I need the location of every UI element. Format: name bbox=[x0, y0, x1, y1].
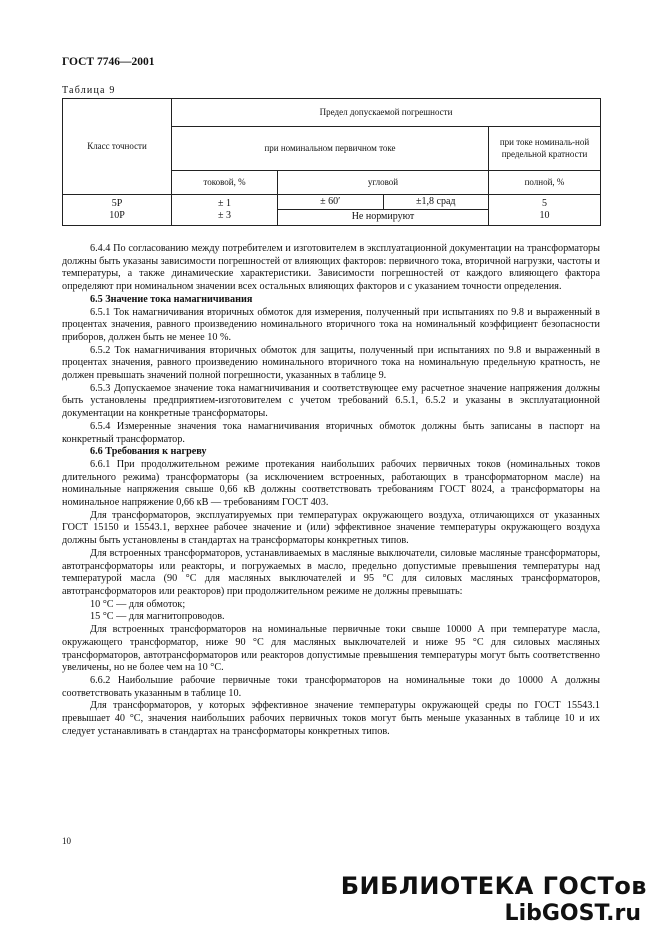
paragraph-6-5-1: 6.5.1 Ток намагничивания вторичных обмоток для измерения, полученный при испытаниях по 9.8 и выраженный в процентах значения, равного произведению номинального вторичного тока на номинальный коэффициент безопасности приборов, должен быть не менее 10 %. bbox=[62, 306, 600, 343]
angular-not-normalized: Не нормируют bbox=[351, 211, 415, 223]
body-text bbox=[62, 243, 600, 738]
watermark-title: БИБЛИОТЕКА ГОСТов bbox=[340, 872, 647, 900]
paragraph-6-5-4: 6.5.4 Измеренные значения тока намагничивания вторичных обмоток должны быть записаны в паспорт на конкретный трансформатор. bbox=[62, 420, 600, 445]
header-full-error: полной, % bbox=[489, 171, 601, 195]
list-item: 15 °С — для магнитопроводов. bbox=[90, 611, 225, 623]
heading-6-6: 6.6 Требования к нагреву bbox=[90, 446, 207, 458]
paragraph-high-current: Для встроенных трансформаторов на номинальные первичные токи свыше 10000 А при температуре масла, окружающего трансформатор, ниже 90 °С для масляных выключателей и ниже 95 °С для силовых масляных трансформаторов, автотрансформаторов или реакторов допустимые превышения температуры могут быть соответственно увеличены, но не более чем на 10 °С. bbox=[62, 624, 600, 674]
current-error-value: ± 1 bbox=[218, 198, 231, 209]
header-nominal-current: при номинальном первичном токе bbox=[172, 127, 489, 171]
paragraph-6-6-2: 6.6.2 Наибольшие рабочие первичные токи трансформаторов на номинальные токи до 10000 А должны соответствовать указанным в таблице 10. bbox=[62, 674, 600, 699]
paragraph-built-in-transformers: Для встроенных трансформаторов, устанавливаемых в масляные выключатели, силовые масляные трансформаторы, автотрансформаторы или реакторы, и погружаемых в масло, предельно допустимые превышения температуры над температурой масла (90 °С для масляных выключателей и 95 °С для силовых масляных трансформаторов, автотрансформаторов или реакторов) при продолжительном режиме не должны превышать: bbox=[62, 547, 600, 597]
document-header: ГОСТ 7746—2001 bbox=[62, 56, 155, 68]
header-accuracy-class: Класс точности bbox=[63, 99, 172, 195]
header-angular-error: угловой bbox=[278, 171, 489, 195]
cell-current-error bbox=[172, 195, 278, 226]
header-error-limit: Предел допускаемой погрешности bbox=[172, 99, 601, 127]
full-error-value: 5 bbox=[542, 198, 548, 209]
table-label: Таблица 9 bbox=[62, 85, 116, 96]
paragraph-effective-temperature: Для трансформаторов, у которых эффективное значение температуры окружающей среды по ГОСТ 15543.1 превышает 40 °С, значения наибольших рабочих первичных токов могут быть меньше указанных в таблице 10 и их следует устанавливать в стандартах на трансформаторы конкретных типов. bbox=[62, 700, 600, 737]
page-number: 10 bbox=[62, 836, 71, 846]
library-watermark bbox=[341, 872, 647, 928]
paragraph-6-6-1: 6.6.1 При продолжительном режиме протекания наибольших рабочих первичных токов (номинальных токов длительного режима) трансформаторы (за исключением встроенных, работающих в трансформаторном масле) на номинальные напряжения свыше 0,66 кВ должны соответствовать требованиям ГОСТ 8024, а трансформаторы на номинальное напряжение 0,66 кВ — требованиям ГОСТ 403. bbox=[62, 458, 600, 509]
paragraph-6-4-4: 6.4.4 По согласованию между потребителем и изготовителем в эксплуатационной документации на трансформаторы должны быть указаны зависимости погрешностей от влияющих факторов: первичного тока, вторичной нагрузки, частоты и температуры, а также динамические характеристики. Зависимости погрешностей от каждого влияющего фактора определяют при номинальном значении всех остальных влияющих факторов и с указанием точности определения. bbox=[62, 243, 600, 293]
angular-srad-value: ±1,8 срад bbox=[416, 195, 456, 207]
cell-class bbox=[63, 195, 172, 226]
paragraph-6-5-3: 6.5.3 Допускаемое значение тока намагничивания и соответствующее ему расчетное значение напряжения должны быть установлены предприятием-изготовителем с учетом требований 6.5.1, 6.5.2 и указаны в эксплуатационной документации на конкретные трансформаторы. bbox=[62, 382, 600, 420]
table-row: 10P bbox=[109, 210, 125, 221]
accuracy-table bbox=[62, 98, 601, 226]
current-error-value: ± 3 bbox=[218, 210, 231, 221]
table-row: 5P bbox=[111, 198, 123, 209]
cell-full-error bbox=[489, 195, 601, 226]
paragraph-6-5-2: 6.5.2 Ток намагничивания вторичных обмоток для защиты, полученный при испытаниях по 9.8 и выраженный в процентах значения, равного произведению номинального вторичного тока на номинальную предельную кратность, не должен превышать значений полной погрешности, указанных в таблице 9. bbox=[62, 344, 600, 382]
header-nominal-limit-multiplicity: при токе номиналь-ной предельной кратности bbox=[489, 127, 601, 171]
full-error-value: 10 bbox=[539, 210, 550, 221]
angular-split bbox=[278, 195, 488, 210]
header-current-error: токовой, % bbox=[172, 171, 278, 195]
list-item: 10 °С — для обмоток; bbox=[90, 598, 186, 610]
cell-angular-error bbox=[278, 195, 489, 226]
paragraph-ambient-temperature: Для трансформаторов, эксплуатируемых при температурах окружающего воздуха, отличающихся от указанных ГОСТ 15150 и 15543.1, верхнее рабочее значение и (или) эффективное значение температуры окружающего воздуха должны быть установлены в стандартах на трансформаторы конкретных типов. bbox=[62, 509, 600, 547]
watermark-site: LibGOST.ru bbox=[504, 901, 641, 926]
heading-6-5: 6.5 Значение тока намагничивания bbox=[90, 293, 253, 305]
angular-minutes-value: ± 60′ bbox=[278, 195, 384, 209]
